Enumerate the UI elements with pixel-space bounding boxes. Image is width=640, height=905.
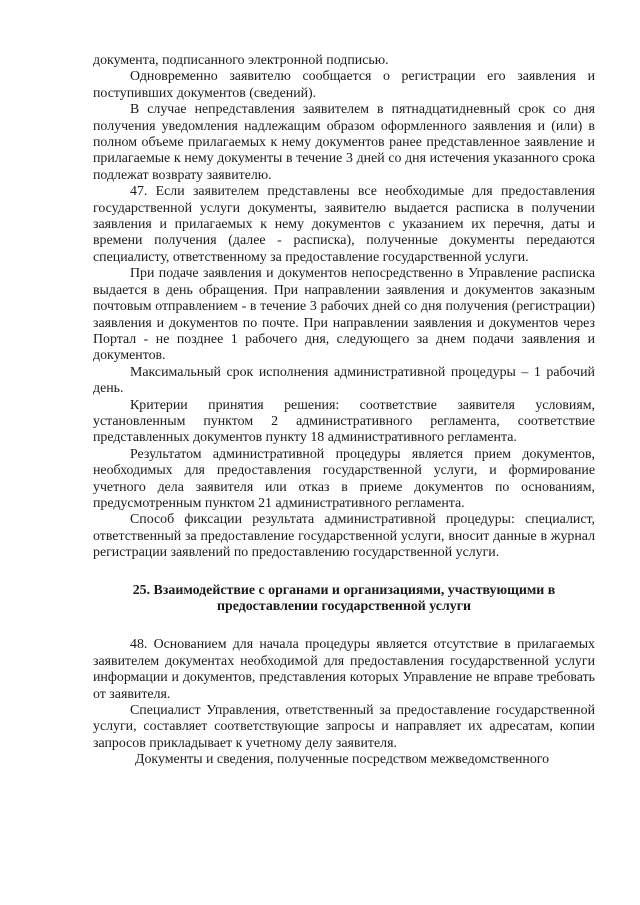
paragraph-item-48: 48. Основанием для начала процедуры является отсутствие в прилагаемых заявителем документах необходимой для предоставления государственной услуги информации и документов, представления которых Управление не вправе требовать от заявителя.: [93, 637, 595, 702]
paragraph-interagency-documents: Документы и сведения, полученные посредством межведомственного: [135, 752, 550, 768]
paragraph-decision-criteria: Критерии принятия решения: соответствие заявителя условиям, установленным пунктом 2 административного регламента, соответствие представленных документов пункту 18 административного регламента.: [93, 397, 595, 446]
paragraph-continuation: документа, подписанного электронной подписью.: [93, 53, 389, 68]
paragraph-specialist-requests: Специалист Управления, ответственный за предоставление государственной услуги, составляет соответствующие запросы и направляет их адресатам, копии запросов прикладывает к учетному делу заявителя.: [93, 703, 595, 751]
paragraph-registration-notice: Одновременно заявителю сообщается о регистрации его заявления и поступивших документов (сведений).: [93, 69, 595, 101]
paragraph-procedure-result: Результатом административной процедуры является прием документов, необходимых для предоставления государственной услуги, и формирование учетного дела заявителя или отказ в приеме документов по основаниям, предусмотренным пунктом 21 административного регламента.: [93, 446, 595, 511]
section-heading: 25. Взаимодействие с органами и организациями, участвующими в предоставлении государственной услуги: [132, 582, 556, 614]
paragraph-receipt-issuance: При подаче заявления и документов непосредственно в Управление расписка выдается в день обращения. При направлении заявления и документов заказным почтовым отправлением - в течение 3 рабочих дней со дня получения (регистрации) заявления и документов по почте. При направлении заявления и документов через Портал - не позднее 1 рабочего дня, следующего за днем подачи заявления и документов.: [93, 266, 595, 364]
paragraph-item-47: 47. Если заявителем представлены все необходимые для предоставления государственной услуги документы, заявителю выдается расписка в получении заявления и прилагаемых к нему документов с указанием их перечня, даты и времени получения (далее - расписка), полученные документы передаются специалисту, ответственному за предоставление государственной услуги.: [93, 184, 595, 265]
paragraph-return-documents: В случае непредставления заявителем в пятнадцатидневный срок со дня получения уведомления надлежащим образом оформленного заявления и (или) в полном объеме прилагаемых к нему документов ранее представленное заявление и прилагаемые к нему документы в течение 3 дней со дня истечения указанного срока подлежат возврату заявителю.: [93, 102, 595, 183]
paragraph-max-term: Максимальный срок исполнения административной процедуры – 1 рабочий день.: [93, 364, 595, 397]
paragraph-result-fixation: Способ фиксации результата административной процедуры: специалист, ответственный за предоставление государственной услуги, вносит данные в журнал регистрации заявлений по предоставлению государственной услуги.: [93, 512, 595, 561]
document-page: [93, 53, 595, 769]
